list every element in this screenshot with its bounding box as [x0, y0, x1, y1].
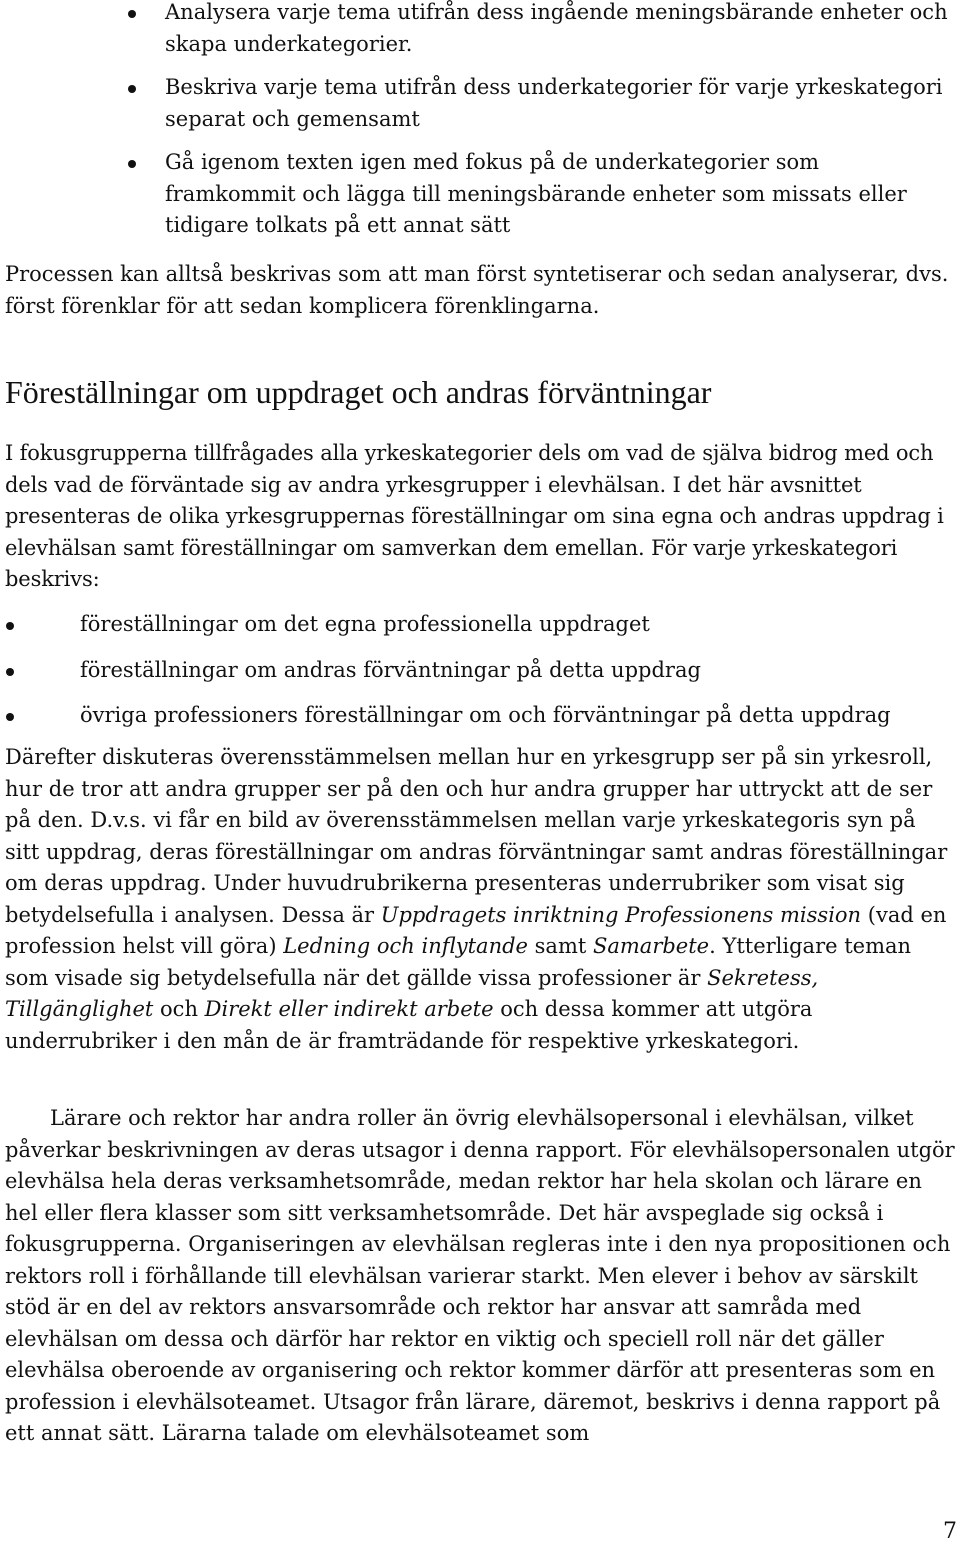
- page-number: 7: [943, 1519, 957, 1544]
- discussion-text: och: [153, 997, 205, 1021]
- discussion-text: (vad en profession helst vill göra): [5, 902, 947, 958]
- list-item-text: Beskriva varje tema utifrån dess underkategorier för varje yrkeskategori separat och gemensamt: [165, 75, 943, 131]
- list-item: [165, 147, 955, 242]
- method-steps-list: [165, 0, 955, 254]
- list-item-text: Gå igenom texten igen med fokus på de underkategorier som framkommit och lägga till meningsbärande enheter som missats eller tidigare tolkats på ett annat sätt: [165, 150, 907, 237]
- bullet-icon: [6, 668, 14, 676]
- subheading-term: Uppdragets inriktning Professionens mission: [380, 902, 862, 927]
- bullet-icon: [128, 10, 136, 18]
- list-item: [80, 700, 950, 746]
- subheading-term: Direkt eller indirekt arbete: [204, 997, 494, 1021]
- discussion-text: Därefter diskuteras överensstämmelsen mellan hur en yrkesgrupp ser på sin yrkesroll, hur de tror att andra grupper ser på den och hur andra grupper har uttryckt att de ser på den. D.v.s. vi får en bild av överensstämmelsen mellan varje yrkeskategoris syn på sitt uppdrag, deras föreställningar om andras förväntningar samt andras föreställningar om deras uppdrag. Under huvudrubrikerna presenteras underrubriker som visat sig betydelsefulla i analysen. Dessa är: [5, 745, 948, 927]
- list-item-text: Analysera varje tema utifrån dess ingående meningsbärande enheter och skapa underkategorier.: [165, 0, 948, 56]
- subheading-term: Sekretess, Tillgänglighet: [5, 965, 819, 1021]
- discussion-text: samt: [527, 934, 593, 958]
- discussion-text: och dessa kommer att utgöra underrubriker i den mån de är framträdande för respektive yrkeskategori.: [5, 997, 813, 1053]
- discussion-text: . Ytterligare teman som visade sig betydelsefulla när det gällde vissa professioner är: [5, 934, 912, 990]
- intro-paragraph: I fokusgrupperna tillfrågades alla yrkeskategorier dels om vad de själva bidrog med och dels vad de förväntade sig av andra yrkesgrupper i elevhälsan. I det här avsnittet presenteras de olika yrkesgruppernas föreställningar om sina egna och andras uppdrag i elevhälsan samt föreställningar om samverkan dem emellan. För varje yrkeskategori beskrivs:: [5, 441, 944, 591]
- list-item-text: övriga professioners föreställningar om och förväntningar på detta uppdrag: [80, 703, 891, 727]
- process-paragraph: Processen kan alltså beskrivas som att man först syntetiserar och sedan analyserar, dvs. först förenklar för att sedan komplicera förenklingarna.: [5, 262, 949, 318]
- list-item: [165, 72, 955, 135]
- subheading-term: Samarbete: [592, 934, 710, 958]
- roles-paragraph: Lärare och rektor har andra roller än övrig elevhälsopersonal i elevhälsan, vilket påverkar beskrivningen av deras utsagor i denna rapport. För elevhälsopersonalen utgör elevhälsa hela deras verksamhetsområde, medan rektor har hela skolan och lärare en hel eller flera klasser som sitt verksamhetsområde. Det här avspeglade sig också i fokusgrupperna. Organiseringen av elevhälsan regleras inte i den nya propositionen och rektors roll i förhållande till elevhälsan varierar starkt. Men elever i behov av särskilt stöd är en del av rektors ansvarsområde och rektor har ansvar att samråda med elevhälsan om dessa och därför har rektor en viktig och speciell roll när det gäller elevhälsa oberoende av organisering och rektor kommer därför att presenteras som en profession i elevhälsoteamet. Utsagor från lärare, däremot, beskrivs i denna rapport på ett annat sätt. Lärarna talade om elevhälsoteamet som: [5, 1106, 955, 1445]
- aspects-list: [80, 609, 950, 746]
- list-item: [165, 0, 955, 60]
- bullet-icon: [128, 160, 136, 168]
- list-item: [80, 655, 950, 701]
- discussion-paragraph: [5, 742, 955, 1057]
- section-heading: Föreställningar om uppdraget och andras förväntningar: [5, 374, 712, 410]
- list-item-text: föreställningar om det egna professionella uppdraget: [80, 612, 650, 636]
- list-item-text: föreställningar om andras förväntningar på detta uppdrag: [80, 657, 701, 682]
- subheading-term: Ledning och inflytande: [283, 934, 528, 958]
- list-item: [80, 609, 950, 655]
- bullet-icon: [6, 622, 14, 630]
- bullet-icon: [128, 85, 136, 93]
- bullet-icon: [6, 713, 14, 721]
